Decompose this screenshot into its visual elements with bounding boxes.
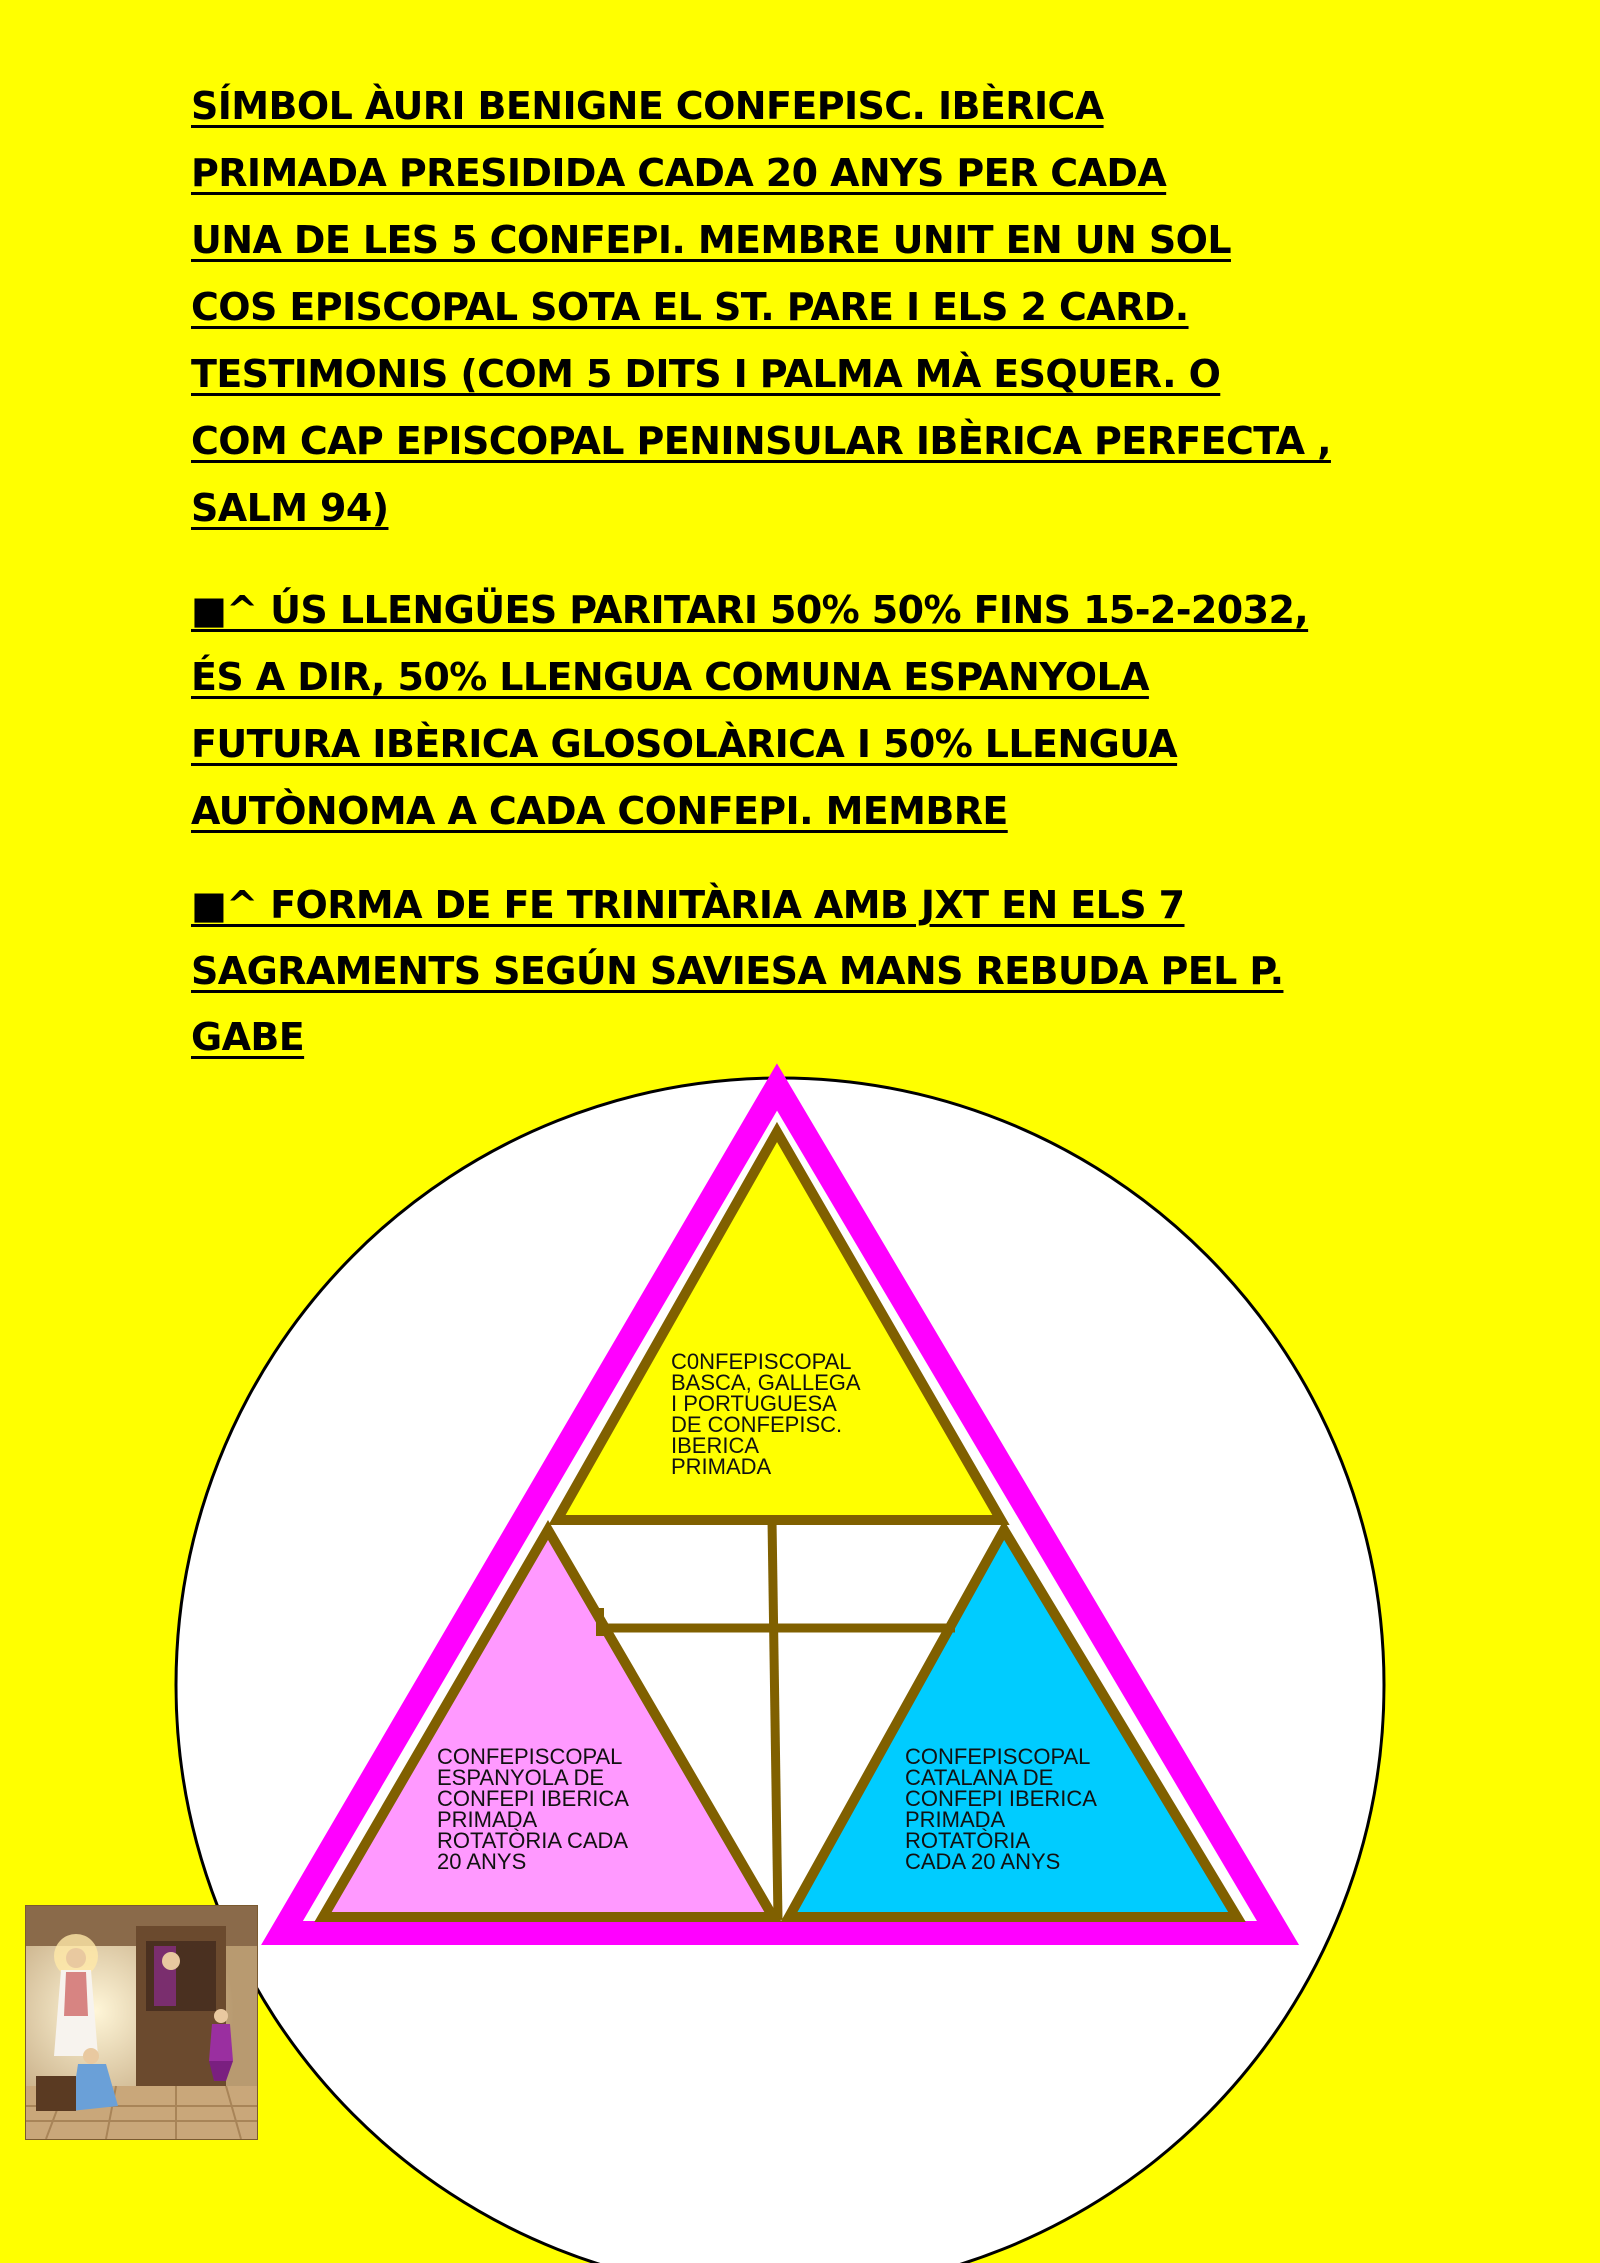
label-line: DE CONFEPISC. [671,1412,843,1437]
left-triangle-label [437,1746,629,1872]
label-line: I PORTUGUESA [671,1391,837,1416]
languages-line: AUTÒNOMA A CADA CONFEPI. MEMBRE [191,789,1008,833]
label-line: 20 ANYS [437,1849,527,1874]
top-triangle-label [671,1351,861,1477]
languages-paragraph [191,577,1451,845]
label-line: CATALANA DE [905,1765,1054,1790]
heading-line: PRIMADA PRESIDIDA CADA 20 ANYS PER CADA [191,151,1167,195]
faith-line: GABE [191,1015,305,1059]
label-line: CONFEPISCOPAL [437,1744,623,1769]
religious-confession-picture-icon [25,1905,258,2140]
heading-paragraph [191,73,1451,542]
label-line: PRIMADA [905,1807,1006,1832]
right-triangle-label [905,1746,1097,1872]
label-line: PRIMADA [437,1807,538,1832]
label-line: CONFEPI IBERICA [437,1786,629,1811]
faith-line: SAGRAMENTS SEGÚN SAVIESA MANS REBUDA PEL P. [191,949,1284,993]
label-line: PRIMADA [671,1454,772,1479]
cross-vertical [772,1520,778,1920]
heading-line: COS EPISCOPAL SOTA EL ST. PARE I ELS 2 CARD. [191,285,1189,329]
label-line: CADA 20 ANYS [905,1849,1061,1874]
label-line: ROTATÒRIA [905,1828,1031,1853]
label-line: ESPANYOLA DE [437,1765,605,1790]
faith-line: ■^ FORMA DE FE TRINITÀRIA AMB JXT EN ELS 7 [191,883,1185,927]
heading-line: UNA DE LES 5 CONFEPI. MEMBRE UNIT EN UN SOL [191,218,1231,262]
label-line: ROTATÒRIA CADA [437,1828,629,1853]
languages-line: ÉS A DIR, 50% LLENGUA COMUNA ESPANYOLA [191,655,1149,699]
label-line: C0NFEPISCOPAL [671,1349,852,1374]
faith-paragraph [191,872,1451,1070]
heading-line: TESTIMONIS (COM 5 DITS I PALMA MÀ ESQUER. O [191,352,1221,396]
label-line: CONFEPI IBERICA [905,1786,1097,1811]
languages-line: FUTURA IBÈRICA GLOSOLÀRICA I 50% LLENGUA [191,722,1178,766]
label-line: CONFEPISCOPAL [905,1744,1091,1769]
heading-line: COM CAP EPISCOPAL PENINSULAR IBÈRICA PERFECTA , [191,419,1331,463]
heading-line: SALM 94) [191,486,389,530]
label-line: BASCA, GALLEGA [671,1370,861,1395]
label-line: IBERICA [671,1433,760,1458]
heading-line: SÍMBOL ÀURI BENIGNE CONFEPISC. IBÈRICA [191,84,1104,128]
languages-line: ■^ ÚS LLENGÜES PARITARI 50% 50% FINS 15-2-2032, [191,588,1309,632]
